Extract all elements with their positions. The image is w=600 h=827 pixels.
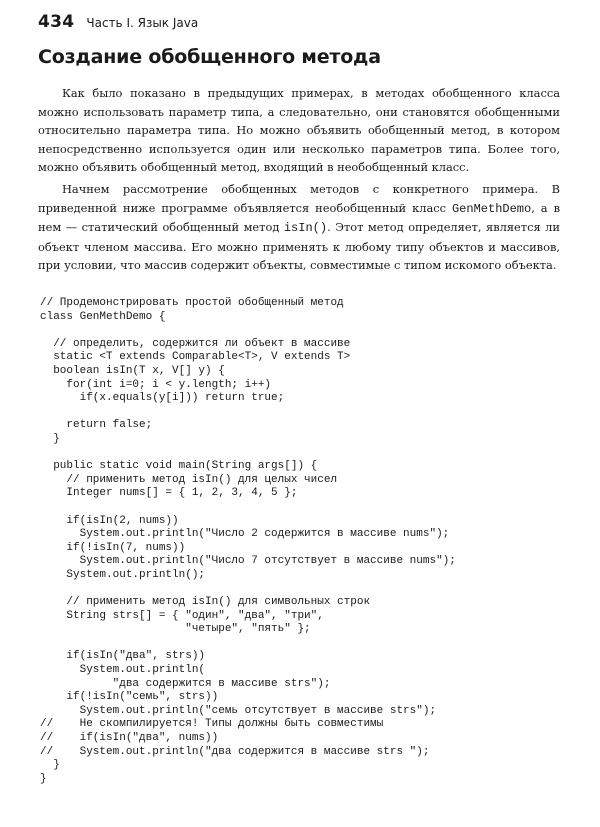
- code-line: System.out.println("Число 7 отсутствует в массиве nums");: [40, 555, 456, 568]
- code-line: if(!isIn("семь", strs)): [40, 691, 219, 704]
- code-line: for(int i=0; i < y.length; i++): [40, 378, 272, 391]
- code-line: public static void main(String args[]) {: [40, 460, 318, 473]
- paragraph-1: Как было показано в предыдущих примерах, в методах обобщенного класса можно использовать параметр типа, а следовательно, они становятся обобщенными относительно параметра типа. Но можно объявить обобщенный метод, в котором непосредственно используется один или несколько параметров типа. Более того, можно объявить обобщенный метод, входящий в необобщенный класс.: [38, 86, 560, 175]
- code-line: [40, 406, 580, 420]
- page-header: [38, 12, 198, 40]
- code-line: }: [40, 772, 47, 785]
- code-line: "четыре", "пять" };: [40, 623, 311, 636]
- code-line: if(isIn(2, nums)): [40, 514, 179, 527]
- code-line: }: [40, 759, 60, 772]
- paragraph-2-text-c: . Этот метод определяет, является ли объект членом массива. Его можно применять к любому типу объектов и массивов, при условии, что массив содержит объекты, совместимые с типом искомого объекта.: [38, 220, 560, 273]
- page-number: 434: [38, 12, 75, 32]
- code-line: class GenMethDemo {: [40, 310, 166, 323]
- code-line: // определить, содержится ли объект в массиве: [40, 337, 351, 350]
- code-line: // применить метод isIn() для символьных строк: [40, 596, 371, 609]
- code-line: }: [40, 432, 60, 445]
- code-line: static <T extends Comparable<T>, V extends T>: [40, 351, 351, 364]
- code-line: [40, 447, 580, 461]
- code-line: Integer nums[] = { 1, 2, 3, 4, 5 };: [40, 487, 298, 500]
- section-title: Создание обобщенного метода: [38, 46, 381, 68]
- code-listing: [40, 297, 580, 786]
- code-line: boolean isIn(T x, V[] y) {: [40, 364, 225, 377]
- code-line: [40, 324, 580, 338]
- paragraph-2-text-a: Начнем рассмотрение обобщенных методов с конкретного примера. В приведенной ниже программе объявляется необобщенный класс: [38, 181, 560, 215]
- code-line: String strs[] = { "один", "два", "три",: [40, 609, 324, 622]
- inline-code-class-name: GenMethDemo: [451, 201, 532, 216]
- paragraph-2-text-b: , а в нем — статический обобщенный метод: [38, 200, 560, 235]
- code-line: [40, 501, 580, 515]
- body-text: [38, 84, 560, 275]
- code-line: // применить метод isIn() для целых чисел: [40, 473, 338, 486]
- code-line: // if(isIn("два", nums)): [40, 732, 219, 744]
- code-line: System.out.println(: [40, 664, 206, 677]
- code-line: if(isIn("два", strs)): [40, 650, 206, 663]
- running-head: Часть I. Язык Java: [86, 16, 199, 30]
- code-line: if(!isIn(7, nums)): [40, 541, 186, 554]
- code-line: System.out.println("семь отсутствует в массиве strs");: [40, 704, 437, 717]
- code-line: return false;: [40, 419, 153, 432]
- code-line: System.out.println("Число 2 содержится в массиве nums");: [40, 528, 450, 541]
- inline-code-method-name: isIn(): [283, 221, 328, 236]
- code-line: if(x.equals(y[i])) return true;: [40, 392, 285, 405]
- code-line: [40, 582, 580, 596]
- code-line: [40, 637, 580, 651]
- code-line: System.out.println();: [40, 568, 206, 581]
- code-line: // Не скомпилируется! Типы должны быть совместимы: [40, 718, 384, 731]
- code-line: // System.out.println("два содержится в массиве strs ");: [40, 745, 430, 758]
- code-line: "два содержится в массиве strs");: [40, 677, 331, 690]
- paragraph-2: [38, 180, 560, 275]
- code-line: // Продемонстрировать простой обобщенный метод: [40, 297, 344, 309]
